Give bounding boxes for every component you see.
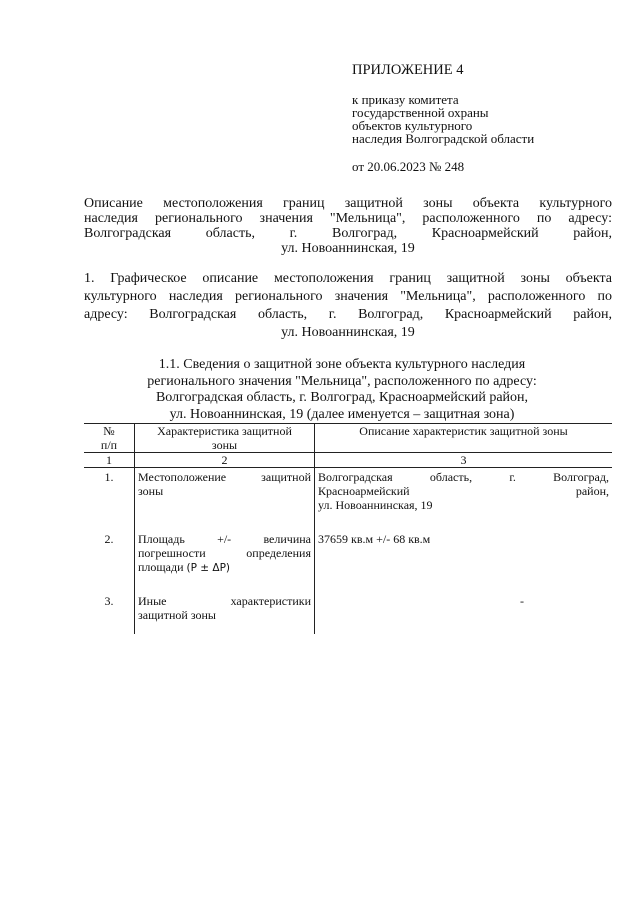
area-label: площади [138,560,184,574]
characteristic-line: погрешности определения [138,546,311,560]
column-numbers-row [84,453,612,468]
description-value-line: - [520,594,524,608]
header-number-label: п/п [100,438,118,452]
header-characteristic [135,424,315,453]
row-characteristic [135,592,315,634]
annex-title: ПРИЛОЖЕНИЕ 4 [352,62,464,78]
annex-line: наследия Волгоградской области [352,131,535,146]
row-number: 2. [84,530,135,592]
section-1-line: ул. Новоаннинская, 19 [281,325,415,340]
table-row [84,592,612,634]
subsection-line: ул. Новоаннинская, 19 (далее именуется – защитная зона) [169,406,515,422]
description-value-line: Волгоградская область, г. Волгоград, [318,470,609,484]
description-value-line: ул. Новоаннинская, 19 [318,498,433,512]
subsection-line: регионального значения "Мельница", расположенного по адресу: [147,373,537,389]
section-1-heading [84,270,612,342]
table-row [84,468,612,531]
column-number: 3 [315,453,613,468]
characteristic-line: Площадь +/- величина [138,532,311,546]
characteristic-line [138,560,311,575]
header-description: Описание характеристик защитной зоны [315,424,613,453]
description-line: наследия регионального значения "Мельница", расположенного по адресу: [84,211,612,226]
row-characteristic [135,468,315,531]
description-value-line: 37659 кв.м +/- 68 кв.м [318,532,431,546]
section-1-line: культурного наследия регионального значения "Мельница", расположенного по [84,289,612,304]
row-description [315,592,613,634]
subsection-line: 1.1. Сведения о защитной зоне объекта культурного наследия [158,357,526,372]
table-row [84,530,612,592]
subsection-line: Волгоградская область, г. Волгоград, Красноармейский район, [155,390,529,405]
header-number [84,424,135,453]
characteristic-line: защитной зоны [138,608,216,622]
description-value-line: Красноармейский район, [318,484,609,498]
header-characteristic-line: зоны [211,438,238,452]
description-heading [84,196,612,256]
characteristic-line: зоны [138,484,164,498]
row-number: 1. [84,468,135,531]
description-line: ул. Новоаннинская, 19 [281,241,415,256]
description-line: Волгоградская область, г. Волгоград, Красноармейский район, [84,226,612,241]
row-description [315,468,613,531]
section-1-line: 1. Графическое описание местоположения границ защитной зоны объекта [84,271,612,286]
section-1-line: адресу: Волгоградская область, г. Волгоград, Красноармейский район, [84,307,612,322]
annex-line: объектов культурного [352,118,473,133]
annex-line: к приказу комитета [352,92,459,107]
annex-line: государственной охраны [352,105,489,120]
table-header-row [84,424,612,453]
characteristic-line: Местоположение защитной [138,470,311,484]
annex-block [352,62,622,175]
header-characteristic-line: Характеристика защитной [157,424,292,438]
area-formula: (P ± ΔP) [186,562,231,574]
row-description [315,530,613,592]
column-number: 1 [84,453,135,468]
subsection-1-1-heading [112,357,572,423]
zone-info-table [84,423,612,634]
row-number: 3. [84,592,135,634]
annex-order-date: от 20.06.2023 № 248 [352,159,465,174]
description-line: Описание местоположения границ защитной зоны объекта культурного [84,196,612,211]
row-characteristic [135,530,315,592]
characteristic-line: Иные характеристики [138,594,311,608]
column-number: 2 [135,453,315,468]
header-number-sign: № [103,424,115,438]
